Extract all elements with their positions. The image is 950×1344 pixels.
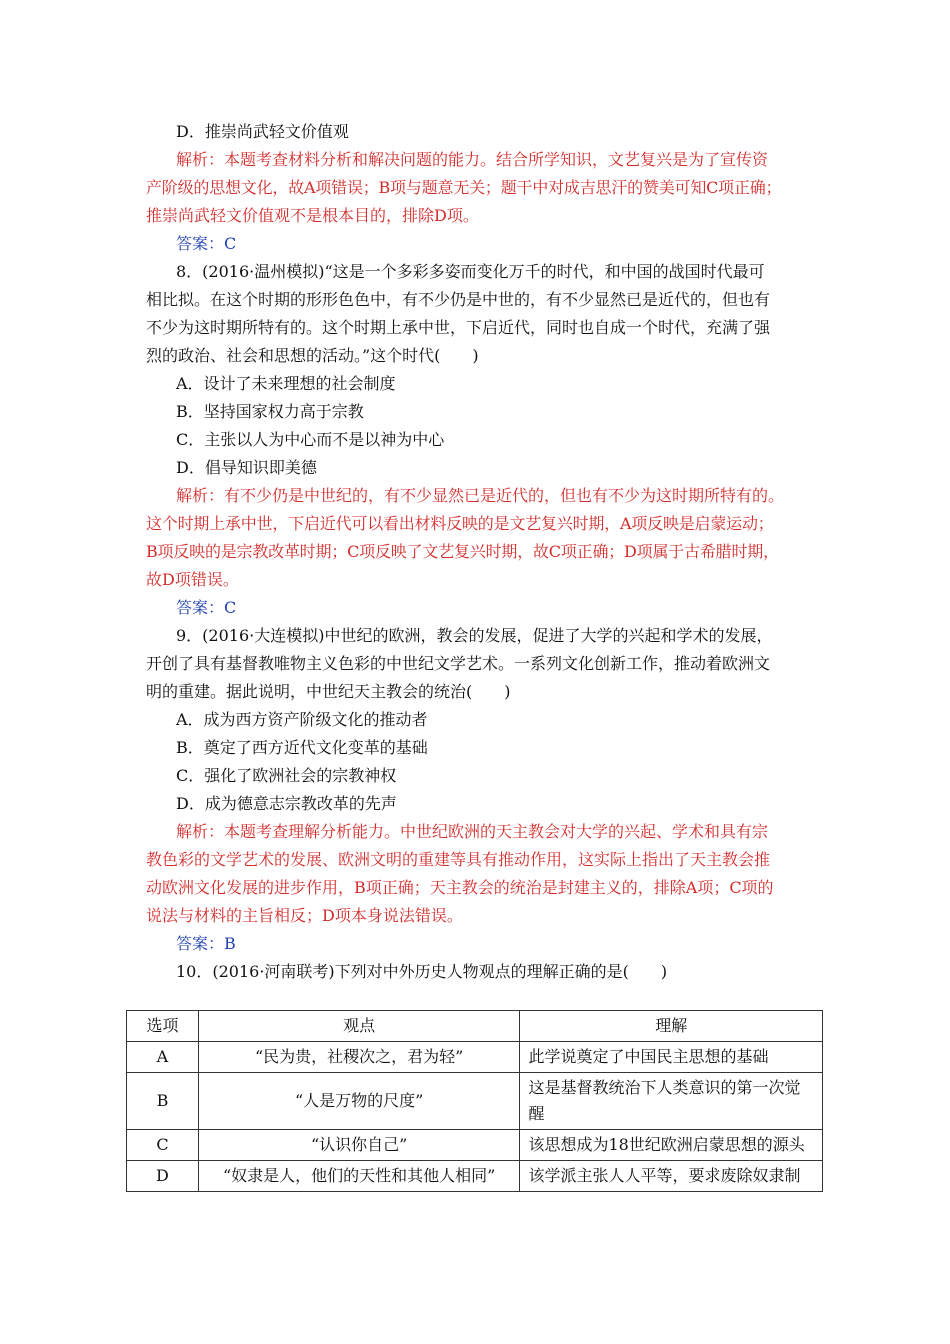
q9-option-a: A．成为西方资产阶级文化的推动者 bbox=[176, 710, 428, 729]
table-cell: 该学派主张人人平等，要求废除奴隶制 bbox=[520, 1161, 823, 1192]
q9-option-b: B．奠定了西方近代文化变革的基础 bbox=[176, 738, 428, 757]
table-cell: 该思想成为18世纪欧洲启蒙思想的源头 bbox=[520, 1130, 823, 1161]
q10-stem: 10．(2016·河南联考)下列对中外历史人物观点的理解正确的是( ) bbox=[176, 962, 668, 981]
q7-analysis-line: 推崇尚武轻文价值观不是根本目的，排除D项。 bbox=[146, 206, 479, 225]
q9-stem-line: 9．(2016·大连模拟)中世纪的欧洲，教会的发展，促进了大学的兴起和学术的发展， bbox=[176, 626, 773, 645]
table-header: 观点 bbox=[198, 1011, 520, 1042]
q7-analysis-line: 解析：本题考查材料分析和解决问题的能力。结合所学知识，文艺复兴是为了宣传资 bbox=[176, 150, 769, 169]
q9-option-d: D．成为德意志宗教改革的先声 bbox=[176, 794, 397, 813]
q8-option-d: D．倡导知识即美德 bbox=[176, 458, 317, 477]
table-header: 选项 bbox=[127, 1011, 199, 1042]
q9-stem-line: 开创了具有基督教唯物主义色彩的中世纪文学艺术。一系列文化创新工作，推动着欧洲文 bbox=[146, 654, 771, 673]
table-cell: D bbox=[127, 1161, 199, 1192]
q8-option-c: C．主张以人为中心而不是以神为中心 bbox=[176, 430, 445, 449]
q9-analysis-line: 动欧洲文化发展的进步作用，B项正确；天主教会的统治是封建主义的，排除A项；C项的 bbox=[146, 878, 774, 897]
table-row bbox=[127, 1161, 823, 1192]
table-row bbox=[127, 1042, 823, 1073]
table-cell: “民为贵，社稷次之，君为轻” bbox=[198, 1042, 520, 1073]
q9-stem-line: 明的重建。据此说明，中世纪天主教会的统治( ) bbox=[146, 682, 511, 701]
q8-analysis-line: B项反映的是宗教改革时期；C项反映了文艺复兴时期，故C项正确；D项属于古希腊时期， bbox=[146, 542, 779, 561]
q8-stem-line: 不少为这时期所特有的。这个时期上承中世，下启近代，同时也自成一个时代，充满了强 bbox=[146, 318, 771, 337]
q8-analysis-line: 故D项错误。 bbox=[146, 570, 239, 589]
table-cell: C bbox=[127, 1130, 199, 1161]
q9-analysis-line: 教色彩的文学艺术的发展、欧洲文明的重建等具有推动作用，这实际上指出了天主教会推 bbox=[146, 850, 771, 869]
q9-analysis-line: 解析：本题考查理解分析能力。中世纪欧洲的天主教会对大学的兴起、学术和具有宗 bbox=[176, 822, 769, 841]
q9-answer: 答案：B bbox=[176, 934, 236, 953]
q8-analysis-line: 解析：有不少仍是中世纪的，有不少显然已是近代的，但也有不少为这时期所特有的。 bbox=[176, 486, 785, 505]
q7-answer: 答案：C bbox=[176, 234, 237, 253]
table-cell: “人是万物的尺度” bbox=[198, 1073, 520, 1130]
table-cell: A bbox=[127, 1042, 199, 1073]
q8-option-a: A．设计了未来理想的社会制度 bbox=[176, 374, 396, 393]
q8-answer: 答案：C bbox=[176, 598, 237, 617]
table-cell: 此学说奠定了中国民主思想的基础 bbox=[520, 1042, 823, 1073]
q8-stem-line: 8．(2016·温州模拟)“这是一个多彩多姿而变化万千的时代，和中国的战国时代最可 bbox=[176, 262, 765, 281]
table-header-row bbox=[127, 1011, 823, 1042]
q8-option-b: B．坚持国家权力高于宗教 bbox=[176, 402, 364, 421]
table-cell: “奴隶是人，他们的天性和其他人相同” bbox=[198, 1161, 520, 1192]
q8-analysis-line: 这个时期上承中世，下启近代可以看出材料反映的是文艺复兴时期，A项反映是启蒙运动； bbox=[146, 514, 774, 533]
table-cell: 这是基督教统治下人类意识的第一次觉醒 bbox=[520, 1073, 823, 1130]
q10-table bbox=[126, 1010, 823, 1192]
q7-option-d: D．推崇尚武轻文价值观 bbox=[176, 122, 349, 141]
table-row bbox=[127, 1073, 823, 1130]
table-header: 理解 bbox=[520, 1011, 823, 1042]
q8-stem-line: 相比拟。在这个时期的形形色色中，有不少仍是中世的，有不少显然已是近代的，但也有 bbox=[146, 290, 771, 309]
q9-option-c: C．强化了欧洲社会的宗教神权 bbox=[176, 766, 397, 785]
table-cell: “认识你自己” bbox=[198, 1130, 520, 1161]
table-cell: B bbox=[127, 1073, 199, 1130]
table-row bbox=[127, 1130, 823, 1161]
q9-analysis-line: 说法与材料的主旨相反；D项本身说法错误。 bbox=[146, 906, 463, 925]
q8-stem-line: 烈的政治、社会和思想的活动。”这个时代( ) bbox=[146, 346, 479, 365]
q7-analysis-line: 产阶级的思想文化，故A项错误；B项与题意无关；题干中对成吉思汗的赞美可知C项正确； bbox=[146, 178, 782, 197]
